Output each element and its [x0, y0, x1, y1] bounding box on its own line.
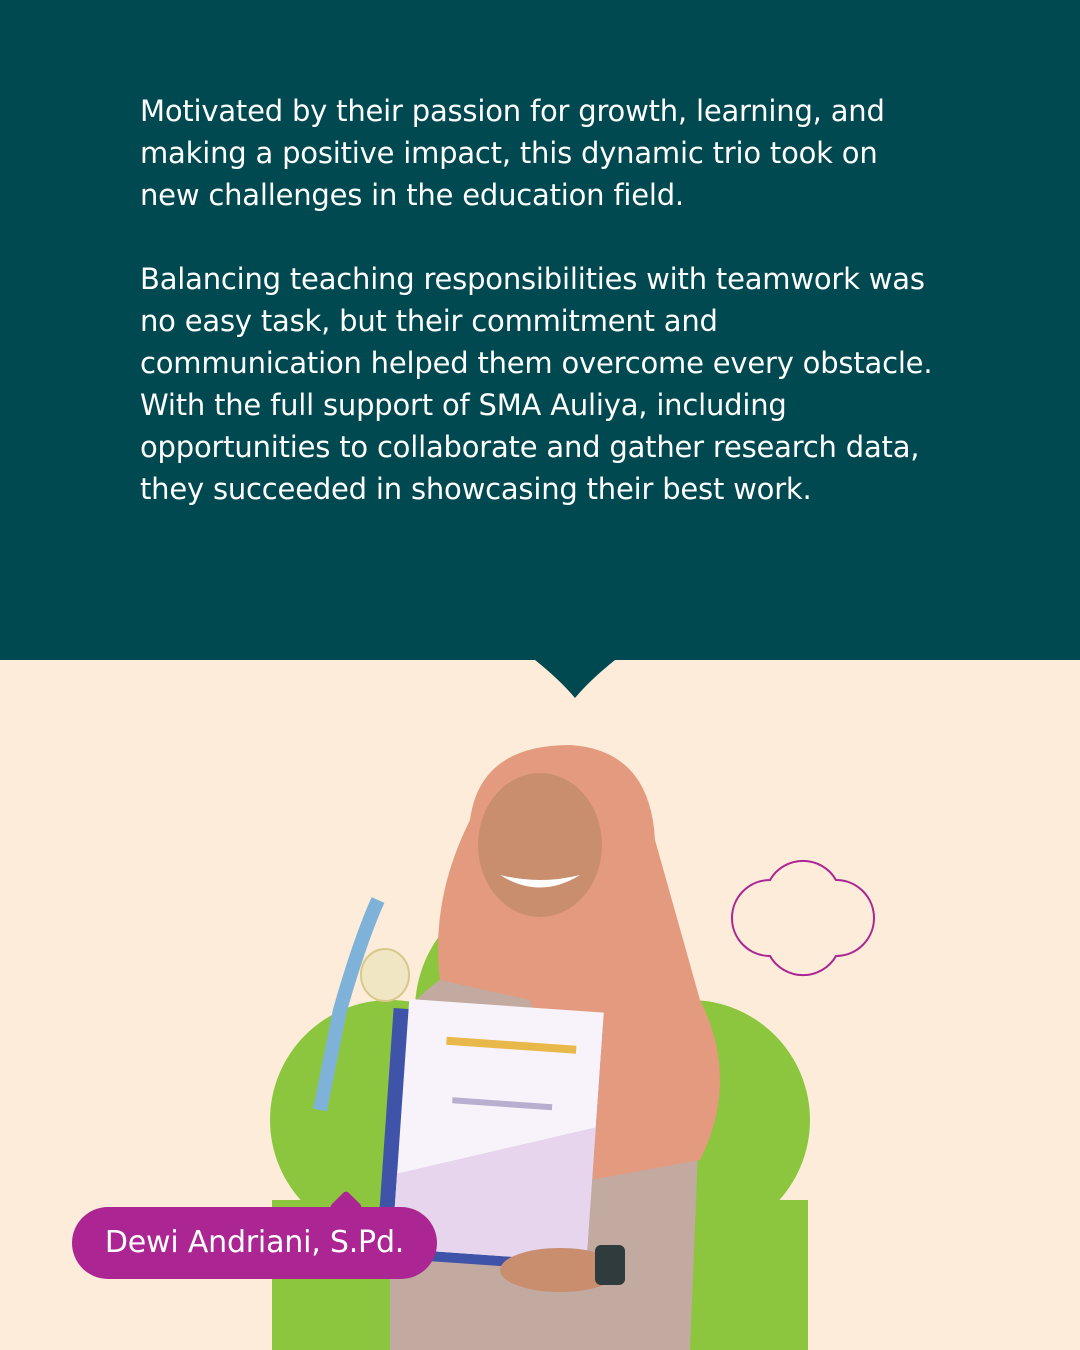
name-tag — [72, 1207, 437, 1279]
story-paragraph-2: Balancing teaching responsibilities with teamwork was no easy task, but their commitment and communication helped them overcome every obstacle. With the full support of SMA Auliya, including opportunities to collaborate and gather research data, they succeeded in showcasing their best work. — [140, 262, 933, 506]
story-paragraph-1: Motivated by their passion for growth, learning, and making a positive impact, this dynamic trio took on new challenges in the education field. — [140, 94, 885, 212]
person-name: Dewi Andriani, S.Pd. — [104, 1225, 405, 1260]
quatrefoil-outline-icon — [732, 861, 874, 975]
